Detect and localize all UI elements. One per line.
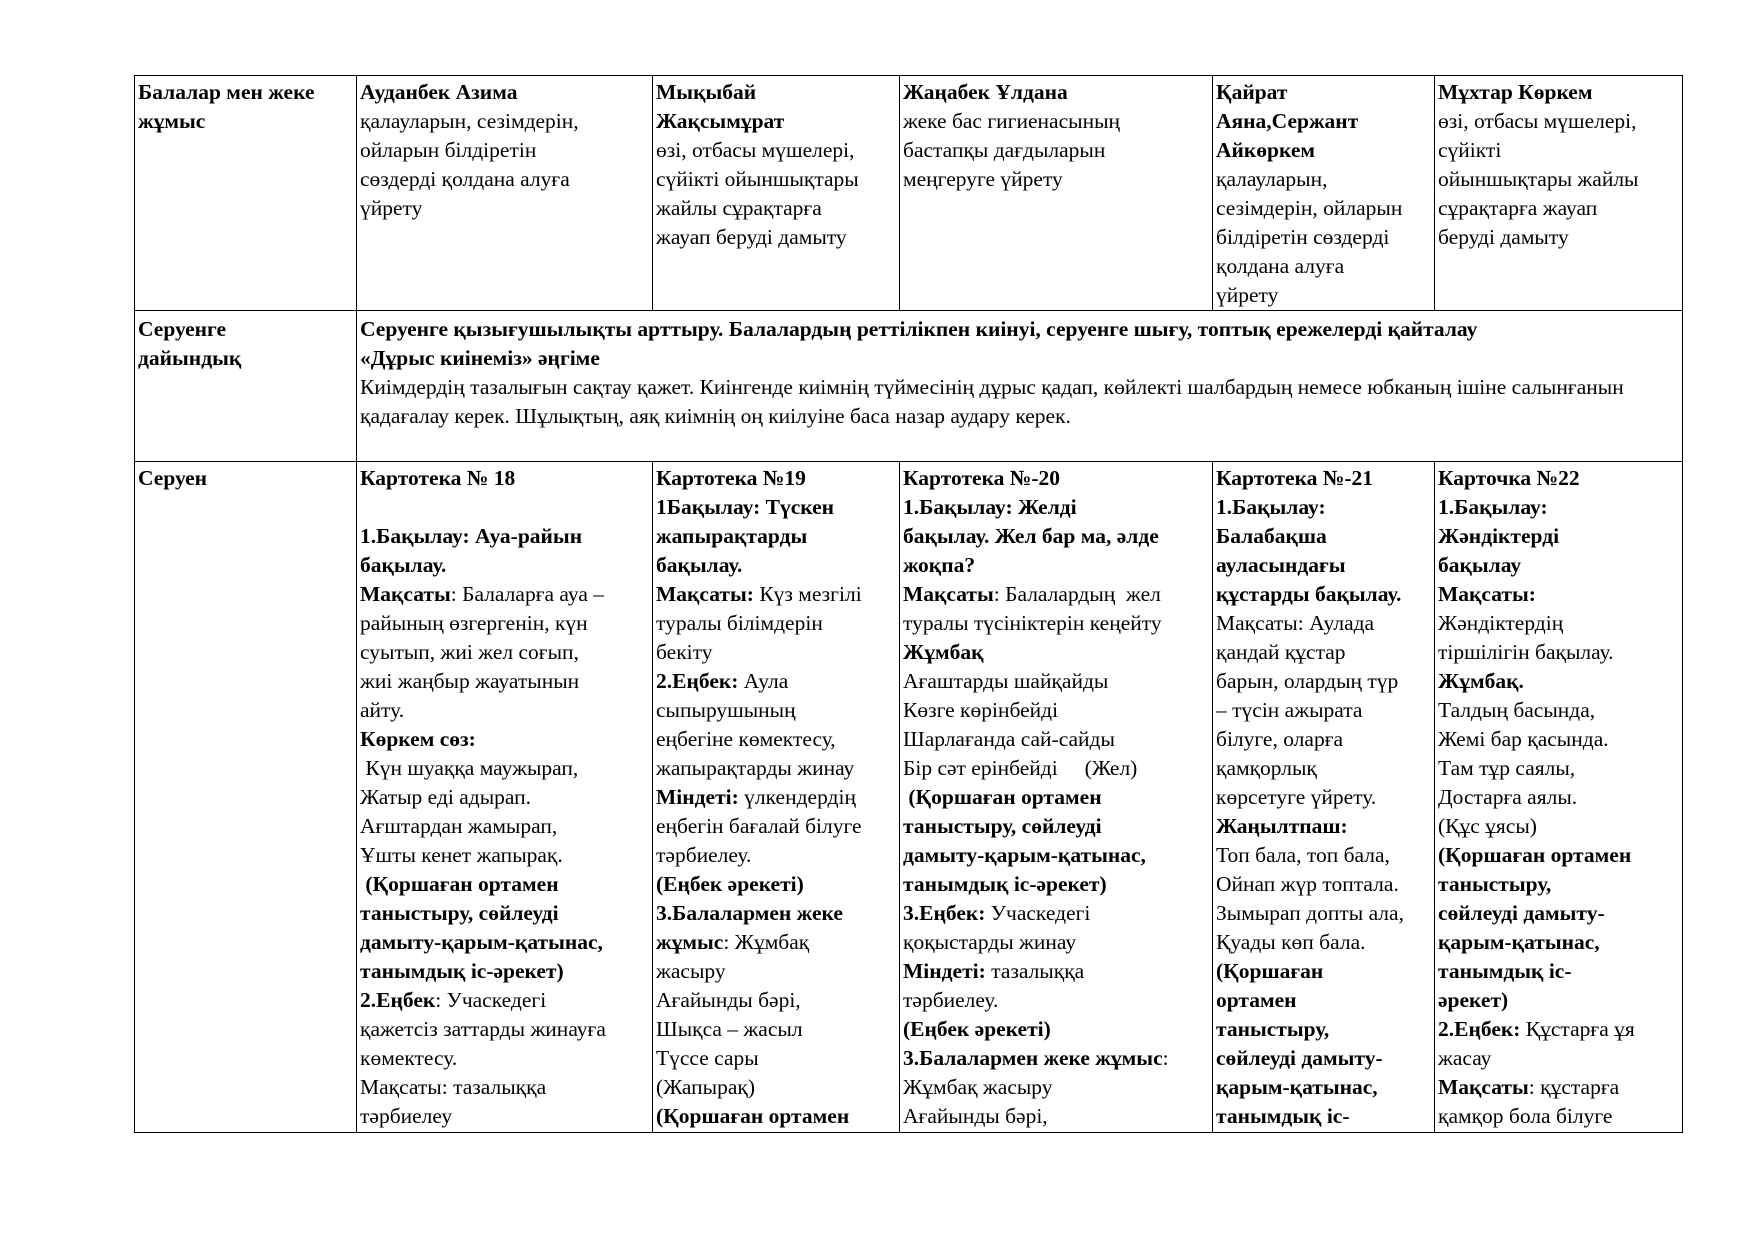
row-header-preparation: Серуенге дайындық	[135, 311, 357, 462]
walk-line: танымдық іс-әрекет)	[903, 872, 1107, 896]
walk-line: (Қоршаған ортамен	[1438, 843, 1632, 867]
walk-line: Ағштардан жамырап,	[360, 814, 558, 838]
walk-line: әрекет)	[1438, 988, 1509, 1012]
child-name: Ауданбек Азима	[360, 80, 518, 104]
walk-line: (Қоршаған ортамен	[656, 1104, 850, 1128]
walk-line: жұмыс: Жұмбақ	[656, 930, 810, 954]
walk-line: 1.Бақылау: Ауа-райын	[360, 524, 583, 548]
walk-line: Картотека №-20	[903, 466, 1061, 490]
walk-line: Жұмбақ.	[1438, 669, 1524, 693]
individual-cell-2	[653, 76, 900, 311]
walk-line: Достарға аялы.	[1438, 785, 1578, 809]
walk-line: жиі жаңбыр жауатынын	[360, 669, 580, 693]
row-walk	[135, 462, 1683, 1133]
walk-line: Міндеті: тазалыққа	[903, 959, 1085, 983]
child-name: Жаңабек Ұлдана	[903, 80, 1068, 104]
walk-line: (Қоршаған ортамен	[360, 872, 559, 896]
walk-line: Мақсаты: Балаларға ауа –	[360, 582, 605, 606]
walk-line: Мақсаты:	[1438, 582, 1536, 606]
walk-line: Бір сәт ерінбейді (Жел)	[903, 756, 1138, 780]
row-header-walk: Серуен	[135, 462, 357, 1133]
walk-line: еңбегін бағалай білуге	[656, 814, 862, 838]
walk-line: жапырақтарды жинау	[656, 756, 855, 780]
row-header-individual: Балалар мен жеке жұмыс	[135, 76, 357, 311]
walk-line: Қуады көп бала.	[1216, 930, 1366, 954]
walk-line: 1.Бақылау:	[1438, 495, 1548, 519]
preparation-cell	[357, 311, 1683, 462]
individual-cell-4	[1213, 76, 1435, 311]
walk-line: Зымырап допты ала,	[1216, 901, 1404, 925]
walk-line: 3.Балалармен жеке	[656, 901, 843, 925]
walk-line: Картотека № 18	[360, 466, 516, 490]
walk-cell-2	[653, 462, 900, 1133]
walk-line: бақылау. Жел бар ма, әлде	[903, 524, 1159, 548]
walk-line: сыпырушының	[656, 698, 796, 722]
walk-line: 3.Еңбек: Учаскедегі	[903, 901, 1091, 925]
walk-line: 3.Балалармен жеке жұмыс:	[903, 1046, 1169, 1070]
walk-line: қоқыстарды жинау	[903, 930, 1077, 954]
walk-line: жасыру	[656, 959, 726, 983]
walk-line: Мақсаты: құстарға	[1438, 1075, 1620, 1099]
walk-line: Мақсаты: Аулада	[1216, 611, 1375, 635]
child-name: Қайрат Аяна,Сержант Айкөркем	[1216, 80, 1359, 162]
walk-line: райының өзгергенін, күн	[360, 611, 588, 635]
walk-line: Мақсаты: тазалыққа	[360, 1075, 547, 1099]
walk-line: тәрбиелеу.	[656, 843, 752, 867]
walk-line: тіршілігін бақылау.	[1438, 640, 1614, 664]
walk-cell-1	[357, 462, 653, 1133]
walk-line: қамқорлық	[1216, 756, 1317, 780]
walk-line: (Құс ұясы)	[1438, 814, 1537, 838]
child-task: жеке бас гигиенасының бастапқы дағдыларын меңгеруге үйрету	[903, 109, 1121, 191]
walk-line: Там тұр саялы,	[1438, 756, 1576, 780]
walk-line: Көзге көрінбейді	[903, 698, 1059, 722]
walk-line: жоқпа?	[903, 553, 976, 577]
walk-line: көрсетуге үйрету.	[1216, 785, 1377, 809]
walk-line: бақылау.	[656, 553, 743, 577]
walk-line: танымдық іс-әрекет)	[360, 959, 564, 983]
walk-line: қарым-қатынас,	[1216, 1075, 1378, 1099]
walk-line: Жаңылтпаш:	[1216, 814, 1348, 838]
walk-line: бекіту	[656, 640, 713, 664]
walk-line: бақылау.	[360, 553, 447, 577]
walk-line: 2.Еңбек: Аула	[656, 669, 789, 693]
child-task: өзі, отбасы мүшелері, сүйікті ойыншықтары жайлы сұрақтарға жауап беруді дамыту	[1438, 109, 1639, 249]
walk-line: Ұшты кенет жапырақ.	[360, 843, 563, 867]
walk-line: Жатыр еді адырап.	[360, 785, 532, 809]
walk-cell-3	[900, 462, 1213, 1133]
individual-cell-5	[1435, 76, 1683, 311]
walk-line: тәрбиелеу	[360, 1104, 453, 1128]
walk-line: Ағаштарды шайқайды	[903, 669, 1109, 693]
walk-line: (Жапырақ)	[656, 1075, 755, 1099]
walk-line: Жұмбақ	[903, 640, 984, 664]
walk-line: жапырақтарды	[656, 524, 808, 548]
preparation-subtitle: «Дұрыс киінеміз» әңгіме	[360, 346, 600, 370]
walk-line: Міндеті: үлкендердің	[656, 785, 856, 809]
walk-line: ауласындағы	[1216, 553, 1346, 577]
walk-line: сөйлеуді дамыту-	[1438, 901, 1605, 925]
walk-line: Жәндіктердің	[1438, 611, 1564, 635]
walk-line: Картотека №19	[656, 466, 806, 490]
walk-line: Картотека №-21	[1216, 466, 1374, 490]
walk-line: Балабақша	[1216, 524, 1327, 548]
walk-line: Топ бала, топ бала,	[1216, 843, 1390, 867]
walk-line: (Еңбек әрекеті)	[656, 872, 804, 896]
walk-line: 2.Еңбек: Құстарға ұя	[1438, 1017, 1635, 1041]
walk-line: Түссе сары	[656, 1046, 759, 1070]
child-task: қалауларын, сезімдерін, ойларын білдіретін сөздерді қолдана алуға үйрету	[1216, 167, 1403, 307]
walk-line: қарым-қатынас,	[1438, 930, 1600, 954]
walk-line: (Қоршаған ортамен	[903, 785, 1102, 809]
row-individual-work	[135, 76, 1683, 311]
walk-line: 1Бақылау: Түскен	[656, 495, 835, 519]
walk-line: (Еңбек әрекеті)	[903, 1017, 1051, 1041]
walk-line: айту.	[360, 698, 405, 722]
walk-line: еңбегіне көмектесу,	[656, 727, 836, 751]
walk-line: жасау	[1438, 1046, 1492, 1070]
walk-line: танымдық іс-	[1216, 1104, 1350, 1128]
walk-line: 2.Еңбек: Учаскедегі	[360, 988, 547, 1012]
walk-line: Жемі бар қасында.	[1438, 727, 1609, 751]
walk-line: көмектесу.	[360, 1046, 458, 1070]
walk-line: Көркем сөз:	[360, 727, 476, 751]
walk-line: Ағайынды бәрі,	[656, 988, 801, 1012]
walk-line: Шықса – жасыл	[656, 1017, 803, 1041]
walk-line: 1.Бақылау:	[1216, 495, 1326, 519]
walk-line: туралы білімдерін	[656, 611, 823, 635]
walk-line: барын, олардың түр	[1216, 669, 1399, 693]
preparation-title: Серуенге қызығушылықты арттыру. Балалардың реттілікпен киінуі, серуенге шығу, топтық ережелерді қайталау	[360, 317, 1478, 341]
walk-line: Жұмбақ жасыру	[903, 1075, 1053, 1099]
walk-line: (Қоршаған	[1216, 959, 1324, 983]
walk-line: Ойнап жүр топтала.	[1216, 872, 1399, 896]
walk-line: құстарды бақылау.	[1216, 582, 1402, 606]
individual-cell-3	[900, 76, 1213, 311]
walk-line: дамыту-қарым-қатынас,	[903, 843, 1146, 867]
walk-line: Мақсаты: Күз мезгілі	[656, 582, 862, 606]
walk-line: 1.Бақылау: Желді	[903, 495, 1077, 519]
walk-line: қамқор бола білуге	[1438, 1104, 1613, 1128]
child-task: өзі, отбасы мүшелері, сүйікті ойыншықтары жайлы сұрақтарға жауап беруді дамыту	[656, 138, 859, 249]
child-task: қалауларын, сезімдерін, ойларын білдіретін сөздерді қолдана алуға үйрету	[360, 109, 579, 220]
plan-table	[134, 75, 1683, 1133]
walk-cell-5	[1435, 462, 1683, 1133]
walk-line: Карточка №22	[1438, 466, 1580, 490]
preparation-body: Киімдердің тазалығын сақтау қажет. Киінгенде киімнің түймесінің дұрыс қадап, көйлекті шалбардың немесе юбканың ішіне салынғанын қадағалау керек. Шұлықтың, аяқ киімнің оң киілуіне баса назар аудару керек.	[360, 375, 1624, 428]
walk-line: Талдың басында,	[1438, 698, 1596, 722]
child-name: Мықыбай Жақсымұрат	[656, 80, 785, 133]
walk-line: туралы түсініктерін кеңейту	[903, 611, 1162, 635]
walk-line: таныстыру,	[1438, 872, 1552, 896]
walk-line: дамыту-қарым-қатынас,	[360, 930, 603, 954]
walk-line: Шарлағанда сай-сайды	[903, 727, 1115, 751]
child-name: Мұхтар Көркем	[1438, 80, 1593, 104]
walk-line: сөйлеуді дамыту-	[1216, 1046, 1383, 1070]
walk-line: Ағайынды бәрі,	[903, 1104, 1048, 1128]
walk-cell-4	[1213, 462, 1435, 1133]
walk-line: бақылау	[1438, 553, 1522, 577]
walk-line: қажетсіз заттарды жинауға	[360, 1017, 606, 1041]
walk-line: суытып, жиі жел соғып,	[360, 640, 579, 664]
walk-line: тәрбиелеу.	[903, 988, 999, 1012]
walk-line: ортамен	[1216, 988, 1297, 1012]
walk-line: Мақсаты: Балалардың жел	[903, 582, 1161, 606]
walk-line: Жәндіктерді	[1438, 524, 1560, 548]
individual-cell-1	[357, 76, 653, 311]
walk-line: білуге, оларға	[1216, 727, 1344, 751]
walk-line: Күн шуаққа маужырап,	[360, 756, 579, 780]
row-walk-preparation	[135, 311, 1683, 462]
walk-line: танымдық іс-	[1438, 959, 1572, 983]
walk-line: – түсін ажырата	[1216, 698, 1363, 722]
walk-line: таныстыру,	[1216, 1017, 1330, 1041]
walk-line	[360, 493, 651, 522]
walk-line: таныстыру, сөйлеуді	[903, 814, 1102, 838]
walk-line: таныстыру, сөйлеуді	[360, 901, 559, 925]
walk-line: қандай құстар	[1216, 640, 1346, 664]
